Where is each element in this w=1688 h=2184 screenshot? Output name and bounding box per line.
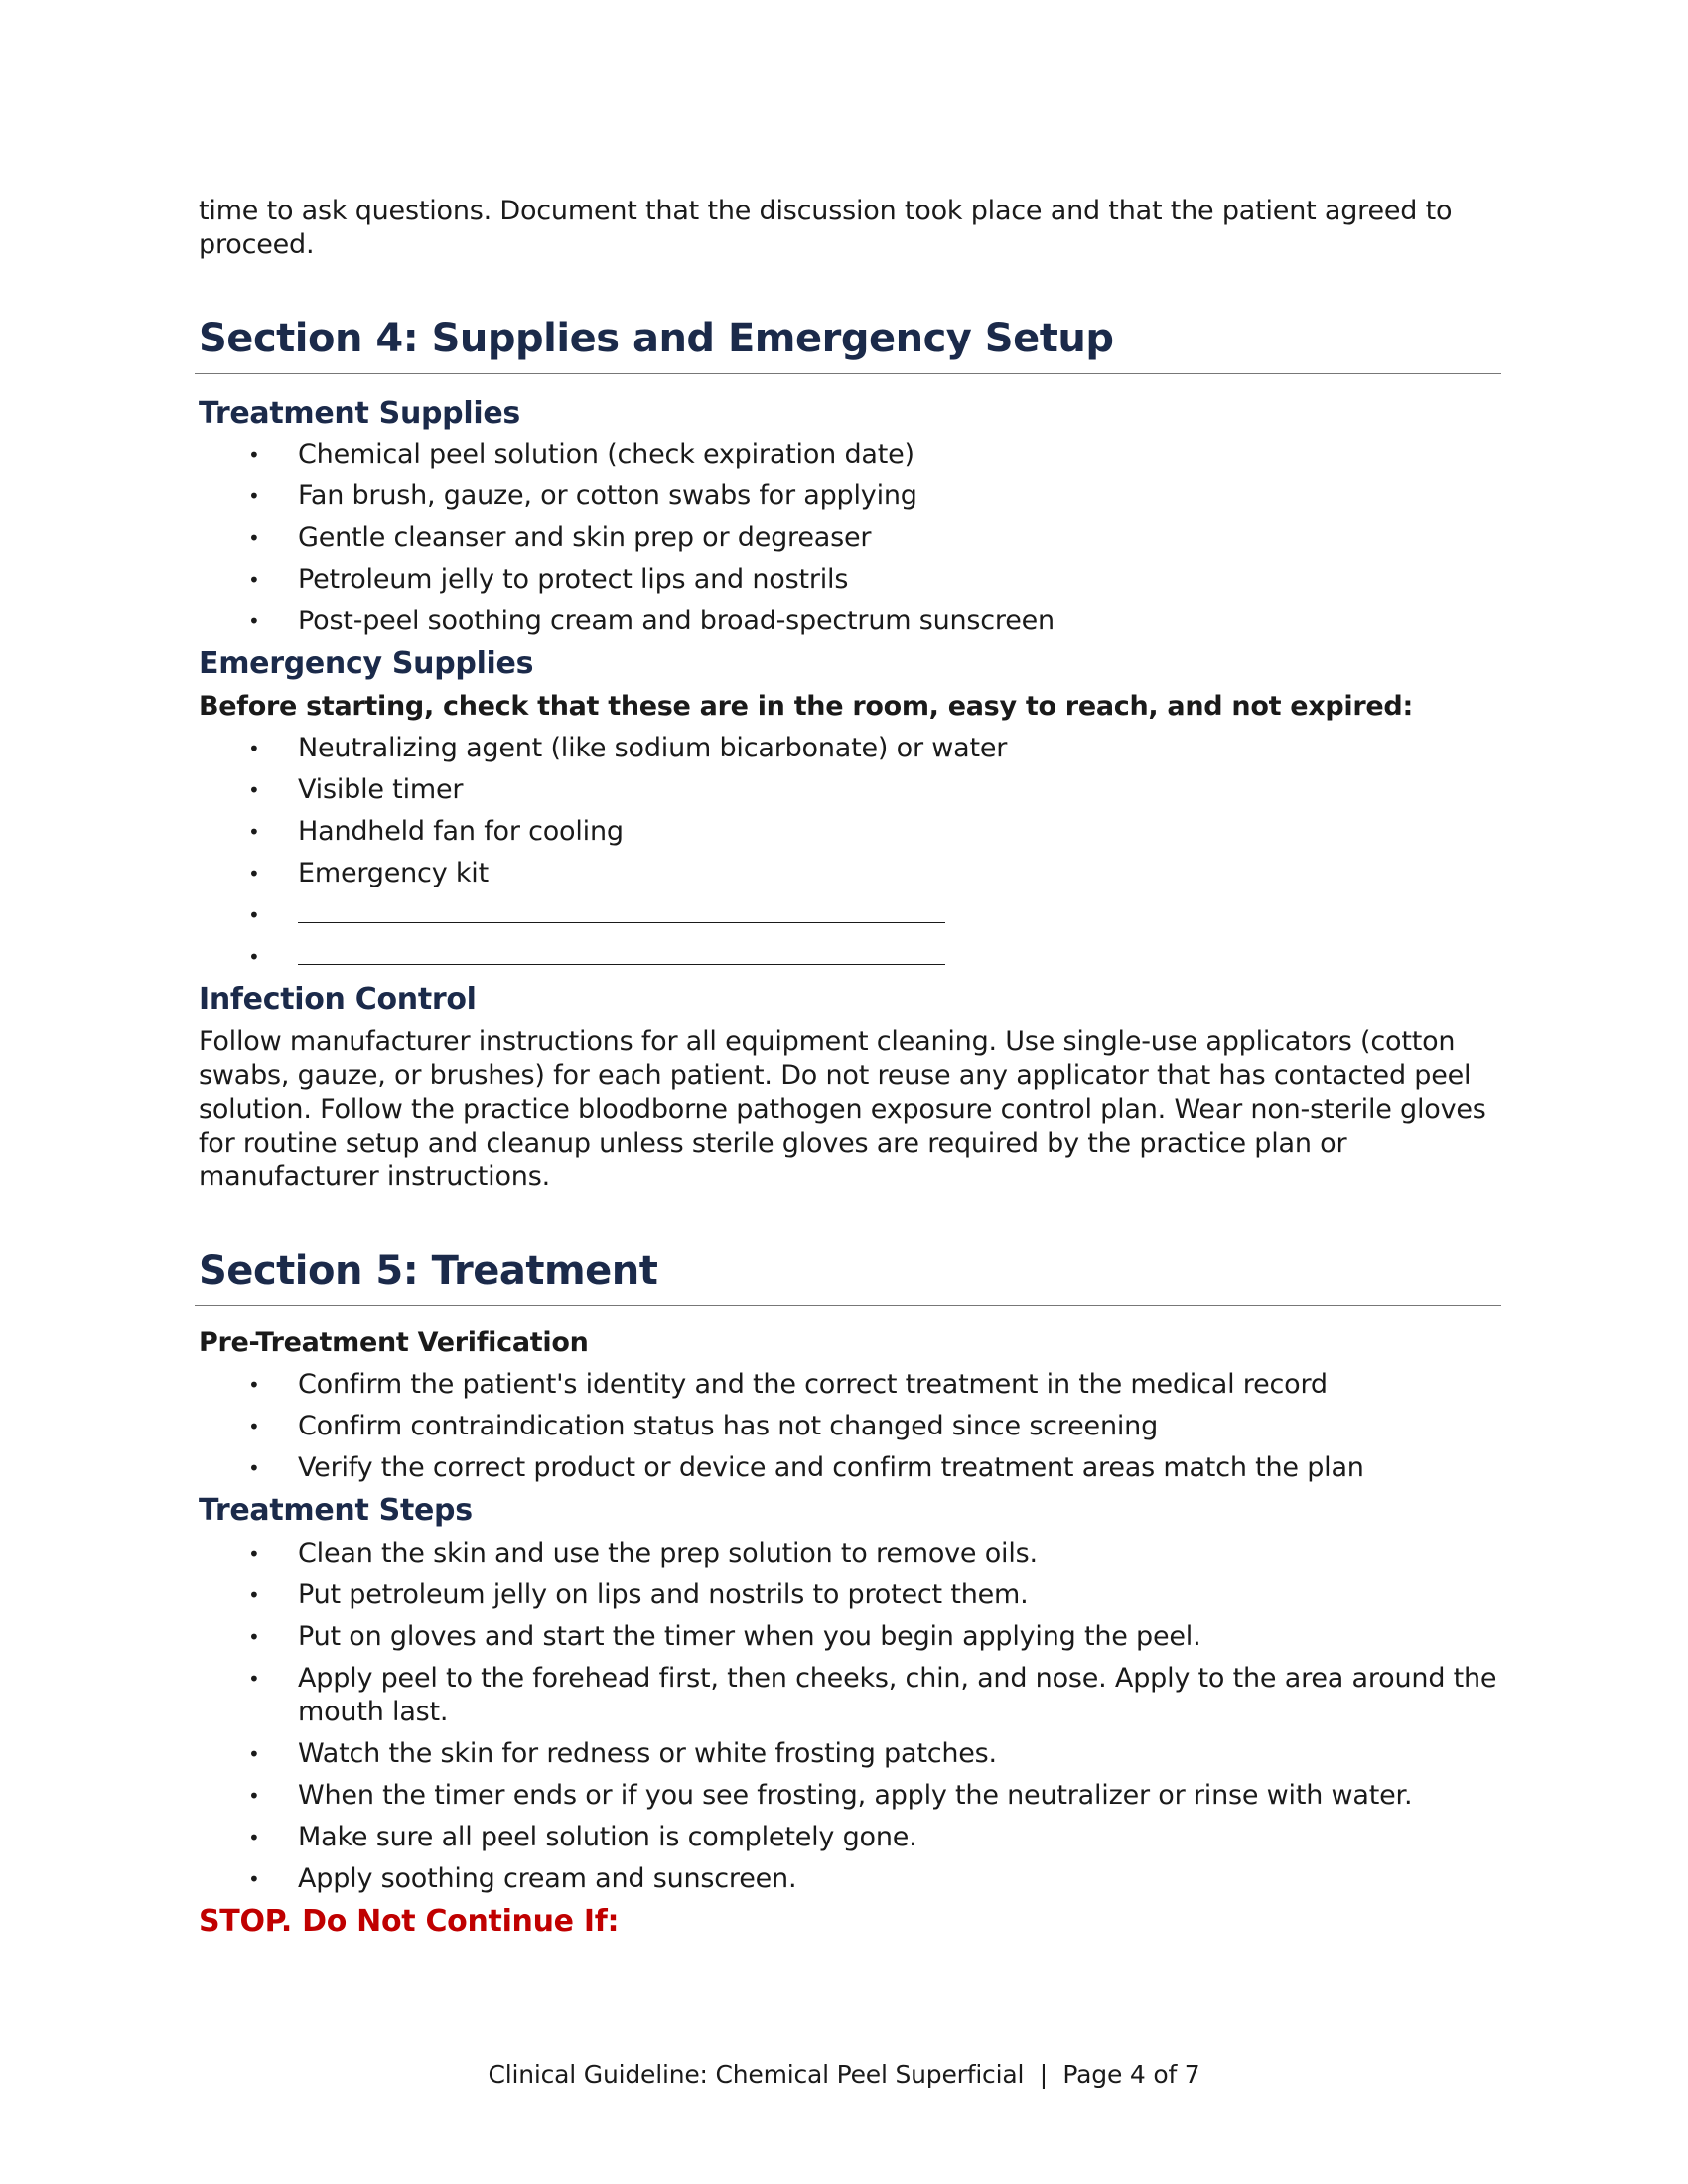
emergency-supplies-instruction: Before starting, check that these are in the room, easy to reach, and not expired: <box>199 691 1413 722</box>
list-item: • Emergency kit <box>248 858 489 888</box>
list-item: • Petroleum jelly to protect lips and nostrils <box>248 564 849 595</box>
bullet-icon: • <box>248 1667 260 1691</box>
infection-control-heading: Infection Control <box>199 982 477 1017</box>
bullet-icon: • <box>248 526 260 550</box>
infection-control-text: Follow manufacturer instructions for all equipment cleaning. Use single-use applicators (cotton swabs, gauze, or brushes) for each patient. Do not reuse any applicator that has contacted peel solution. Follow the practice bloodborne pathogen exposure control plan. Wear non-sterile gloves for routine setup and cleanup unless sterile gloves are required by the practice plan or manufacturer instructions. <box>199 1026 1486 1192</box>
bullet-icon: • <box>248 610 260 633</box>
blank-list-item[interactable] <box>199 940 1501 974</box>
section-4-header <box>195 316 1501 374</box>
list-item: • Watch the skin for redness or white frosting patches. <box>248 1738 997 1769</box>
section-5-title: Section 5: Treatment <box>199 1248 658 1294</box>
bullet-icon: • <box>248 1625 260 1649</box>
bullet-icon: • <box>248 443 260 467</box>
list-item: • Confirm the patient's identity and the correct treatment in the medical record <box>248 1369 1328 1400</box>
list-item: • Post-peel soothing cream and broad-spectrum sunscreen <box>248 606 1055 636</box>
list-item: • Chemical peel solution (check expiration date) <box>248 439 914 470</box>
emergency-supplies-list <box>199 732 1501 974</box>
list-item: • Visible timer <box>248 774 464 805</box>
list-item: • Confirm contraindication status has not changed since screening <box>248 1411 1159 1441</box>
document-page <box>199 195 1501 1940</box>
list-item: • Verify the correct product or device and confirm treatment areas match the plan <box>248 1452 1364 1483</box>
bullet-icon: • <box>248 737 260 760</box>
bullet-icon: • <box>248 1456 260 1480</box>
section-5-header <box>195 1248 1501 1306</box>
list-item: • Apply soothing cream and sunscreen. <box>248 1863 797 1894</box>
bullet-icon: • <box>248 1784 260 1808</box>
bullet-icon: • <box>248 1583 260 1607</box>
bullet-icon: • <box>248 1542 260 1566</box>
bullet-icon: • <box>248 484 260 508</box>
pre-treatment-list <box>199 1368 1501 1485</box>
list-item: • Put petroleum jelly on lips and nostrils to protect them. <box>248 1579 1029 1610</box>
stop-heading: STOP. Do Not Continue If: <box>199 1904 620 1939</box>
list-item: • Put on gloves and start the timer when you begin applying the peel. <box>248 1621 1201 1652</box>
bullet-icon: • <box>248 778 260 802</box>
bullet-icon: • <box>248 568 260 592</box>
bullet-icon: • <box>248 945 260 969</box>
list-item: • Neutralizing agent (like sodium bicarbonate) or water <box>248 733 1008 763</box>
section-4-title: Section 4: Supplies and Emergency Setup <box>199 316 1114 361</box>
bullet-icon: • <box>248 903 260 927</box>
pre-treatment-heading: Pre-Treatment Verification <box>199 1327 589 1358</box>
bullet-icon: • <box>248 1373 260 1397</box>
treatment-steps-heading: Treatment Steps <box>199 1493 473 1528</box>
list-item: • When the timer ends or if you see frosting, apply the neutralizer or rinse with water. <box>248 1780 1413 1811</box>
list-item: • Clean the skin and use the prep solution to remove oils. <box>248 1538 1038 1569</box>
list-item: • Fan brush, gauze, or cotton swabs for applying <box>248 480 917 511</box>
emergency-supplies-heading: Emergency Supplies <box>199 646 534 681</box>
treatment-supplies-heading: Treatment Supplies <box>199 396 520 431</box>
list-item: • Make sure all peel solution is completely gone. <box>248 1822 917 1852</box>
page-footer: Clinical Guideline: Chemical Peel Superficial | Page 4 of 7 <box>488 2060 1200 2089</box>
treatment-steps-list <box>199 1537 1501 1896</box>
bullet-icon: • <box>248 1415 260 1438</box>
blank-list-item[interactable] <box>199 898 1501 932</box>
blank-line[interactable] <box>298 900 945 923</box>
bullet-icon: • <box>248 1867 260 1891</box>
blank-line[interactable] <box>298 942 945 965</box>
intro-paragraph: time to ask questions. Document that the discussion took place and that the patient agreed to proceed. <box>199 196 1453 260</box>
treatment-supplies-list <box>199 438 1501 638</box>
bullet-icon: • <box>248 862 260 886</box>
bullet-icon: • <box>248 1742 260 1766</box>
list-item: • Apply peel to the forehead first, then cheeks, chin, and nose. Apply to the area around the mouth last. <box>248 1663 1497 1727</box>
bullet-icon: • <box>248 1826 260 1849</box>
list-item: • Handheld fan for cooling <box>248 816 624 847</box>
list-item: • Gentle cleanser and skin prep or degreaser <box>248 522 872 553</box>
bullet-icon: • <box>248 820 260 844</box>
